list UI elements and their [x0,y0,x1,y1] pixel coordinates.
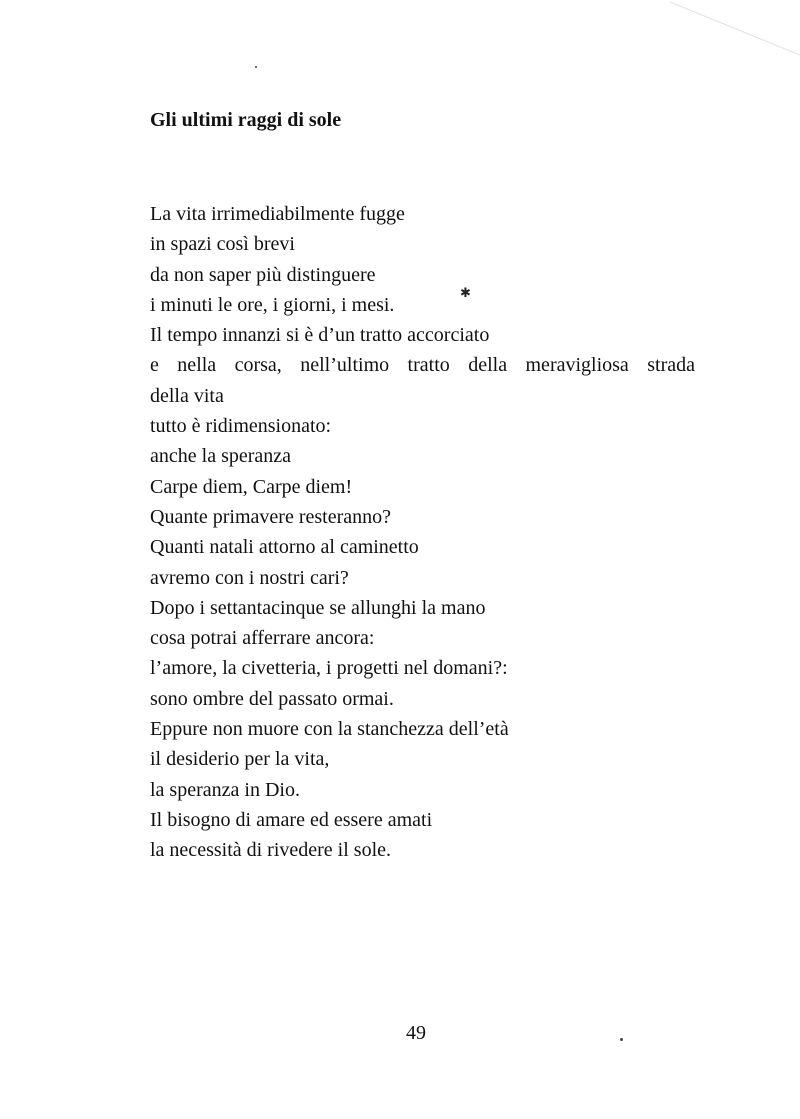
poem-line: Dopo i settantacinque se allunghi la mano [150,596,486,619]
poem-line: Il bisogno di amare ed essere amati [150,808,433,831]
poem-line: Quanti natali attorno al caminetto [150,536,419,559]
poem-line: l’amore, la civetteria, i progetti nel domani?: [150,657,508,680]
dust-speck [620,1038,623,1041]
poem-line: Il tempo innanzi si è d’un tratto accorciato [150,324,490,347]
poem-line: anche la speranza [150,445,292,468]
poem-line: La vita irrimediabilmente fugge [150,203,405,225]
poem-line: la speranza in Dio. [150,778,300,801]
poem-line: cosa potrai afferrare ancora: [150,627,375,650]
poem-body [150,199,710,866]
poem-line: della vita [150,384,224,407]
poem-line: e nella corsa, nell’ultimo tratto della meravigliosa strada [150,354,695,377]
poem-line: Carpe diem, Carpe diem! [150,475,353,498]
poem-line: il desiderio per la vita, [150,748,330,771]
dust-speck [255,66,257,68]
poem-title: Gli ultimi raggi di sole [150,109,342,131]
poem-line: da non saper più distinguere [150,263,376,286]
poem-line: tutto è ridimensionato: [150,415,332,438]
poem-line: la necessità di rivedere il sole. [150,839,392,862]
poem-line: Quante primavere resteranno? [150,505,391,528]
poem-line: sono ombre del passato ormai. [150,687,394,710]
page-number: 49 [406,1022,426,1044]
poem-line: in spazi così brevi [150,233,295,256]
poem-line: i minuti le ore, i giorni, i mesi. [150,293,395,316]
poem-line: avremo con i nostri cari? [150,566,349,589]
scan-edge-line [660,0,800,70]
ink-blot-mark: ✱ [460,285,471,300]
poem-line: Eppure non muore con la stanchezza dell’età [150,718,509,741]
